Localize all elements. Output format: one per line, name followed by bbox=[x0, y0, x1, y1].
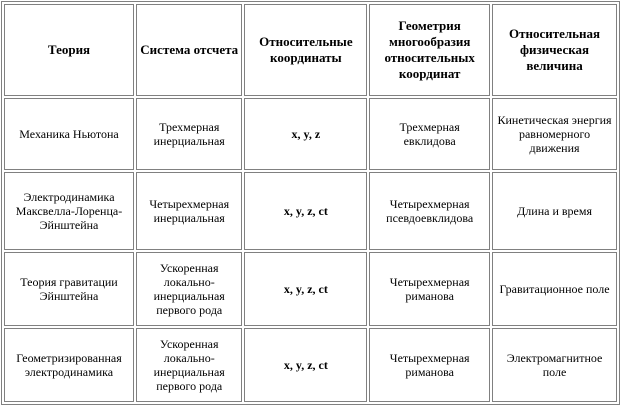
cell-quantity: Длина и время bbox=[492, 172, 617, 250]
cell-frame: Ускоренная локально-инерциальная первого рода bbox=[136, 328, 242, 402]
cell-quantity: Гравитационное поле bbox=[492, 252, 617, 326]
cell-coords: x, y, z, ct bbox=[244, 172, 367, 250]
theory-comparison-table bbox=[1, 1, 620, 405]
header-theory: Теория bbox=[4, 4, 134, 96]
header-relative-coordinates: Относительные координаты bbox=[244, 4, 367, 96]
cell-coords: x, y, z bbox=[244, 98, 367, 170]
cell-geometry: Четырехмерная риманова bbox=[369, 252, 490, 326]
cell-geometry: Четырехмерная риманова bbox=[369, 328, 490, 402]
cell-coords: x, y, z, ct bbox=[244, 252, 367, 326]
cell-theory: Механика Ньютона bbox=[4, 98, 134, 170]
table-row bbox=[4, 98, 617, 170]
cell-theory: Теория гравитации Эйнштейна bbox=[4, 252, 134, 326]
table-row bbox=[4, 252, 617, 326]
cell-theory: Электродинамика Максвелла-Лоренца-Эйнштейна bbox=[4, 172, 134, 250]
header-manifold-geometry: Геометрия многообразия относительных координат bbox=[369, 4, 490, 96]
table-row bbox=[4, 172, 617, 250]
cell-coords: x, y, z, ct bbox=[244, 328, 367, 402]
cell-frame: Ускоренная локально-инерциальная первого рода bbox=[136, 252, 242, 326]
header-reference-frame: Система отсчета bbox=[136, 4, 242, 96]
cell-theory: Геометризированная электродинамика bbox=[4, 328, 134, 402]
cell-geometry: Четырехмерная псевдоевклидова bbox=[369, 172, 490, 250]
header-relative-quantity: Относительная физическая величина bbox=[492, 4, 617, 96]
table-header-row bbox=[4, 4, 617, 96]
table-row bbox=[4, 328, 617, 402]
cell-frame: Трехмерная инерциальная bbox=[136, 98, 242, 170]
cell-quantity: Кинетическая энергия равномерного движения bbox=[492, 98, 617, 170]
cell-quantity: Электромагнитное поле bbox=[492, 328, 617, 402]
cell-frame: Четырехмерная инерциальная bbox=[136, 172, 242, 250]
cell-geometry: Трехмерная евклидова bbox=[369, 98, 490, 170]
